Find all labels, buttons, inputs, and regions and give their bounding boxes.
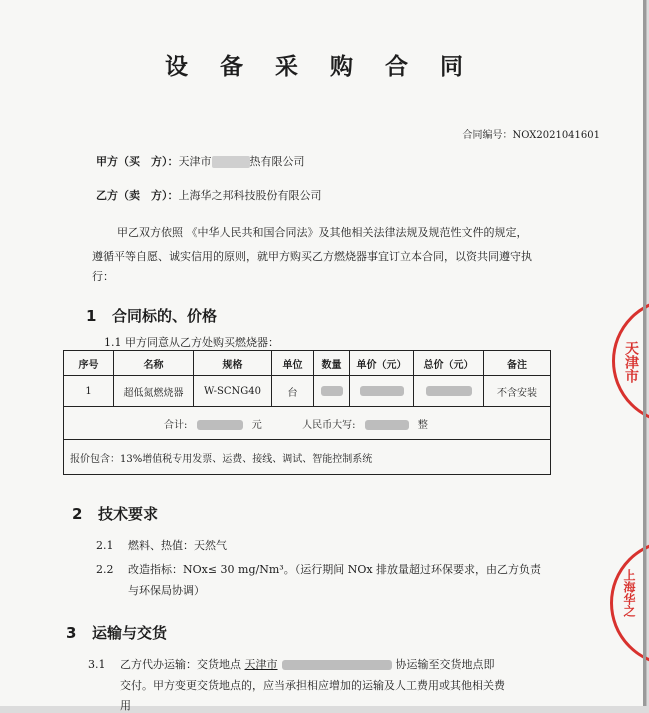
- section-3-item-1-cont2: 用: [120, 699, 131, 712]
- header-cell: 总价（元）: [414, 351, 484, 376]
- header-cell: 序号: [64, 351, 114, 376]
- section-3-title: 运输与交货: [92, 624, 168, 642]
- party-b-name: 上海华之邦科技股份有限公司: [178, 189, 322, 202]
- table-cell: 超低氮燃烧器: [114, 376, 194, 407]
- header-cell: 单位: [272, 351, 314, 376]
- rmb-label: 人民币大写:: [302, 419, 356, 431]
- table-row: [64, 376, 551, 407]
- table-cell: 1: [64, 376, 114, 407]
- page-edge: [643, 0, 646, 706]
- header-cell: 单价（元）: [350, 351, 414, 376]
- party-b-line: [96, 187, 322, 203]
- redacted-block: [282, 660, 392, 670]
- party-a-line: [96, 153, 305, 169]
- table-cell-redacted: [350, 376, 414, 407]
- redacted-block: [321, 386, 343, 396]
- item-text: 燃料、热值：天然气: [128, 539, 227, 552]
- total-unit: 元: [251, 419, 262, 431]
- header-cell: 数量: [314, 351, 350, 376]
- redacted-block: [365, 420, 409, 430]
- party-a-name-prefix: 天津市: [178, 155, 212, 168]
- table-total-row: [64, 407, 551, 440]
- item-number: 2.1: [96, 539, 114, 552]
- intro-line-2: 遵循平等自愿、诚实信用的原则，就甲方购买乙方燃烧器事宜订立本合同，以资共同遵守执: [92, 250, 532, 263]
- section-2-heading: [72, 503, 158, 524]
- rmb-suffix: 整: [417, 419, 428, 431]
- section-1-heading: [86, 305, 217, 326]
- item-text-b: 协运输至交货地点即: [395, 658, 495, 671]
- party-a-name-suffix: 热有限公司: [249, 155, 305, 168]
- section-2-title: 技术要求: [98, 505, 159, 523]
- intro-line-3: 行：: [92, 270, 114, 283]
- header-cell: 规格: [194, 351, 272, 376]
- section-2-item-2-cont: 与环保局协调）: [128, 584, 205, 597]
- section-2-number: 2: [72, 505, 83, 523]
- document-title: 设 备 采 购 合 同: [164, 54, 476, 80]
- table-cell: 台: [272, 376, 314, 407]
- item-number: 2.2: [96, 563, 114, 576]
- table-header-row: [64, 351, 551, 376]
- header-cell: 名称: [114, 351, 194, 376]
- seal-text: 天津市: [623, 341, 639, 383]
- section-1-number: 1: [86, 307, 97, 325]
- section-2-item-1: [96, 537, 227, 553]
- section-3-item-1-cont: 交付。甲方变更交货地点的，应当承担相应增加的运输及人工费用或其他相关费: [120, 679, 505, 692]
- section-2-item-2: [96, 561, 541, 577]
- section-3-number: 3: [66, 624, 77, 642]
- redacted-block: [426, 386, 472, 396]
- section-1-sub: 1.1 甲方同意从乙方处购买燃烧器：: [104, 336, 279, 349]
- total-cell: [64, 407, 551, 440]
- redacted-block: [360, 386, 404, 396]
- goods-table: [63, 350, 551, 475]
- contract-number: 合同编号：NOX2021041601: [462, 130, 600, 141]
- redacted-block: [197, 420, 243, 430]
- item-number: 3.1: [88, 658, 106, 671]
- table-cell: W-SCNG40: [194, 376, 272, 407]
- table-cell-redacted: [414, 376, 484, 407]
- table-note-row: [64, 440, 551, 475]
- total-label: 合计:: [164, 419, 188, 431]
- section-1-title: 合同标的、价格: [112, 307, 218, 325]
- note-cell: 报价包含：13%增值税专用发票、运费、接线、调试、智能控制系统: [64, 440, 551, 475]
- item-text: 乙方代办运输：交货地点: [120, 658, 241, 671]
- header-cell: 备注: [484, 351, 551, 376]
- delivery-place: 天津市: [244, 658, 278, 671]
- intro-line-1: 甲乙双方依照 《中华人民共和国合同法》及其他相关法律法规及规范性文件的规定，: [117, 226, 528, 239]
- table-cell-redacted: [314, 376, 350, 407]
- seal-text: 上海华之: [622, 569, 636, 617]
- item-text: 改造指标：NOx≤ 30 mg/Nm³。（运行期间 NOx 排放量超过环保要求，由乙方负责: [128, 563, 542, 576]
- section-3-item-1: [88, 656, 495, 672]
- party-b-label: 乙方（卖 方）：: [96, 189, 179, 202]
- table-cell: 不含安装: [484, 376, 551, 407]
- section-3-heading: [66, 622, 167, 643]
- redacted-block: [212, 156, 250, 168]
- party-a-label: 甲方（买 方）：: [96, 155, 179, 168]
